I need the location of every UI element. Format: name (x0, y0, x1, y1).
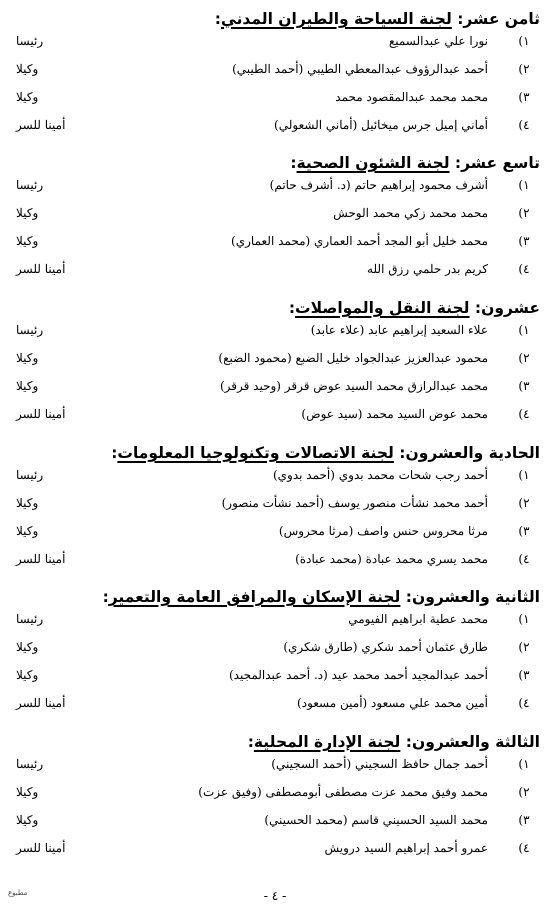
member-row (0, 692, 550, 720)
member-index: ٢) (518, 496, 530, 510)
member-role: وكيلا (16, 813, 39, 827)
member-name: أشرف محمود إبراهيم حاتم (د. أشرف حاتم) (269, 178, 488, 192)
committee-section-20 (0, 297, 550, 431)
member-role: وكيلا (16, 496, 39, 510)
member-role: وكيلا (16, 351, 39, 365)
member-role: وكيلا (16, 379, 39, 393)
committee-name: لجنة الشئون الصحية (296, 154, 450, 172)
member-role: رئيسا (16, 323, 44, 337)
member-name: محمد عوض السيد محمد (سيد عوض) (301, 407, 488, 421)
member-name: محمد محمد زكي محمد الوحش (333, 206, 488, 220)
committee-name: لجنة الاتصالات وتكنولوجيا المعلومات (117, 444, 394, 462)
heading-punct: : (111, 444, 118, 462)
committee-section-22 (0, 586, 550, 720)
section-heading (0, 442, 550, 464)
member-role: وكيلا (16, 640, 39, 654)
member-name: محمد عطية ابراهيم الفيومي (348, 612, 488, 626)
member-index: ٣) (518, 90, 530, 104)
member-index: ٤) (518, 552, 530, 566)
section-number: عشرون: (474, 299, 540, 317)
section-number: ثامن عشر: (457, 10, 540, 28)
section-heading (0, 8, 550, 30)
member-name: أمين محمد علي مسعود (أمين مسعود) (297, 696, 488, 710)
member-role: وكيلا (16, 234, 39, 248)
member-index: ٢) (518, 206, 530, 220)
member-index: ١) (518, 178, 530, 192)
committee-name: لجنة الإسكان والمرافق العامة والتعمير (108, 588, 401, 606)
member-index: ١) (518, 468, 530, 482)
committee-name: لجنة الإدارة المحلية (253, 733, 401, 751)
member-row (0, 636, 550, 664)
member-role: رئيسا (16, 757, 44, 771)
member-row (0, 174, 550, 202)
member-row (0, 403, 550, 431)
member-index: ٣) (518, 524, 530, 538)
member-role: رئيسا (16, 34, 44, 48)
committee-section-18 (0, 8, 550, 142)
section-heading (0, 297, 550, 319)
member-index: ٤) (518, 407, 530, 421)
section-number: الثالثة والعشرون: (405, 733, 540, 751)
member-index: ٤) (518, 696, 530, 710)
member-row (0, 608, 550, 636)
member-row (0, 258, 550, 286)
heading-punct: : (290, 154, 297, 172)
member-role: أمينا للسر (16, 407, 66, 421)
member-row (0, 837, 550, 865)
member-row (0, 347, 550, 375)
section-number: تاسع عشر: (454, 154, 540, 172)
member-name: محمد محمد عبدالمقصود محمد (335, 90, 488, 104)
member-role: وكيلا (16, 90, 39, 104)
member-name: أحمد رجب شحات محمد بدوي (أحمد بدوي) (272, 468, 488, 482)
member-role: أمينا للسر (16, 696, 66, 710)
member-name: أحمد جمال حافظ السجيني (أحمد السجيني) (271, 757, 488, 771)
member-index: ٤) (518, 262, 530, 276)
member-role: أمينا للسر (16, 841, 66, 855)
member-name: أحمد محمد نشأت منصور يوسف (أحمد نشأت منصور) (221, 496, 488, 510)
committee-section-23 (0, 731, 550, 865)
member-index: ٣) (518, 813, 530, 827)
member-role: وكيلا (16, 668, 39, 682)
member-index: ٤) (518, 841, 530, 855)
member-role: أمينا للسر (16, 118, 66, 132)
member-index: ٣) (518, 234, 530, 248)
page-number: - ٤ - (263, 889, 287, 903)
member-index: ٢) (518, 62, 530, 76)
committee-name: لجنة النقل والمواصلات (295, 299, 470, 317)
member-name: نورا علي عبدالسميع (388, 34, 488, 48)
member-index: ١) (518, 757, 530, 771)
member-index: ٢) (518, 785, 530, 799)
member-row (0, 809, 550, 837)
member-name: عمرو أحمد إبراهيم السيد درويش (324, 841, 488, 855)
member-index: ٢) (518, 351, 530, 365)
heading-punct: : (247, 733, 254, 751)
committee-name: لجنة السياحة والطيران المدني (220, 10, 452, 28)
member-index: ٤) (518, 118, 530, 132)
member-row (0, 753, 550, 781)
section-heading (0, 731, 550, 753)
member-name: مرثا محروس حنس واصف (مرثا محروس) (278, 524, 488, 538)
committee-section-19 (0, 152, 550, 286)
member-name: محمد يسري محمد عبادة (محمد عبادة) (295, 552, 488, 566)
print-mark: مطبوع (8, 889, 28, 897)
member-name: علاء السعيد إبراهيم عابد (علاء عابد) (310, 323, 488, 337)
member-role: أمينا للسر (16, 552, 66, 566)
member-index: ٣) (518, 379, 530, 393)
section-number: الحادية والعشرون: (399, 444, 540, 462)
heading-punct: : (102, 588, 109, 606)
member-role: وكيلا (16, 524, 39, 538)
member-row (0, 375, 550, 403)
member-name: محمد السيد الحسيني قاسم (محمد الحسيني) (264, 813, 488, 827)
member-name: كريم بدر حلمي رزق الله (367, 262, 488, 276)
member-index: ١) (518, 34, 530, 48)
member-row (0, 230, 550, 258)
heading-punct: : (288, 299, 296, 317)
member-role: وكيلا (16, 62, 39, 76)
member-row (0, 464, 550, 492)
member-name: محمد خليل أبو المجد أحمد العماري (محمد العماري) (231, 234, 488, 248)
member-index: ١) (518, 323, 530, 337)
member-role: أمينا للسر (16, 262, 66, 276)
member-row (0, 202, 550, 230)
member-index: ١) (518, 612, 530, 626)
member-name: أماني إميل جرس ميخائيل (أماني الشعولي) (274, 118, 488, 132)
member-role: وكيلا (16, 206, 39, 220)
member-row (0, 86, 550, 114)
member-row (0, 520, 550, 548)
member-index: ٣) (518, 668, 530, 682)
member-row (0, 319, 550, 347)
heading-punct: : (214, 10, 221, 28)
member-role: رئيسا (16, 178, 44, 192)
member-name: محمد وفيق محمد عزت مصطفى أبومصطفى (وفيق عزت) (198, 785, 488, 799)
member-row (0, 114, 550, 142)
member-name: أحمد عبدالمجيد أحمد محمد عيد (د. أحمد عبدالمجيد) (228, 668, 488, 682)
member-row (0, 548, 550, 576)
member-name: أحمد عبدالرؤوف عبدالمعطي الطيبي (أحمد الطيبي) (232, 62, 488, 76)
member-role: رئيسا (16, 468, 44, 482)
member-row (0, 492, 550, 520)
member-role: رئيسا (16, 612, 44, 626)
member-index: ٢) (518, 640, 530, 654)
member-row (0, 781, 550, 809)
member-role: وكيلا (16, 785, 39, 799)
section-number: الثانية والعشرون: (405, 588, 540, 606)
member-row (0, 58, 550, 86)
member-name: محمود عبدالعزيز عبدالجواد خليل الضبع (محمود الضبع) (218, 351, 488, 365)
section-heading (0, 586, 550, 608)
committee-section-21 (0, 442, 550, 576)
member-row (0, 30, 550, 58)
member-row (0, 664, 550, 692)
member-name: طارق عثمان أحمد شكري (طارق شكري) (283, 640, 488, 654)
section-heading (0, 152, 550, 174)
member-name: محمد عبدالرازق محمد السيد عوض قرقر (وحيد قرقر) (219, 379, 488, 393)
